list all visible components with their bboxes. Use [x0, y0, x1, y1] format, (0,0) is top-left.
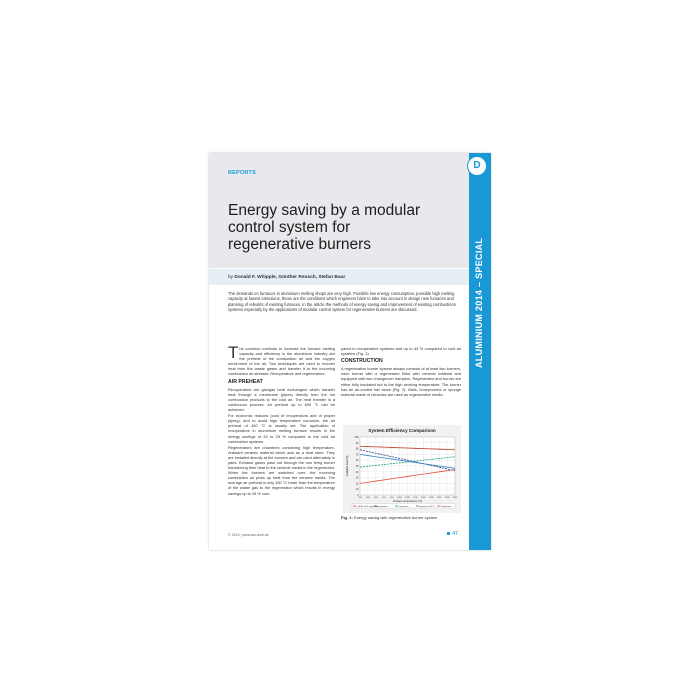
paragraph: Recuperators are gas/gas heat exchangers which transfer heat through a membrane (pipes) directly from the hot combustion products to the cold air. The heat transfer is a continuous process. Air preheat up to 600 °C can be achieved.	[228, 386, 335, 413]
legend-entry: opposed air 450 °C	[419, 505, 436, 508]
x-tick-label: 950	[389, 497, 394, 500]
x-tick-label: 900	[382, 497, 386, 500]
section-label: REPORTS	[228, 170, 256, 176]
legend-entry: recuperative	[377, 505, 388, 508]
journal-page	[209, 153, 491, 550]
byline	[228, 275, 345, 280]
caption-text: Energy saving with regenerative burner system	[353, 515, 438, 520]
y-tick-label: 10	[355, 488, 359, 492]
page-number	[447, 531, 458, 537]
y-tick-label: 70	[355, 453, 359, 457]
paragraph: A regenerative burner system always consists of at least two burners, each burner with a regenerator filled with ceramic material and equipped with two changeover dampers. Regenerator and burner are either fully insulated but to the high working temperature. The burner has an air-cooled fuel lance (Fig. 2). Balls, honeycombs or sponge material made of ceramics are used as regenerative media.	[341, 366, 461, 397]
x-tick-label: 1200	[428, 497, 434, 500]
section-heading: CONSTRUCTION	[341, 358, 383, 365]
x-tick-label: 1300	[444, 497, 450, 500]
article-title: Energy saving by a modular control system for regenerative burners	[228, 202, 421, 253]
byline-authors: Donald F. Whipple, Günther Reusch, Stefan Baur	[234, 275, 346, 280]
x-tick-label: 1150	[421, 497, 426, 500]
column-1	[228, 343, 335, 497]
y-tick-label: 60	[355, 459, 359, 463]
legend-entry: regenerative	[398, 505, 409, 508]
x-tick-label: 850	[374, 497, 378, 500]
y-tick-label: 30	[355, 476, 359, 480]
column-2	[341, 346, 461, 398]
x-tick-label: 1250	[436, 497, 442, 500]
y-tick-label: 40	[355, 470, 359, 474]
paragraph: he common methods to increase the furnace melting capacity and efficiency in the aluminium industry are the preheat of the combustion air and the oxygen enrichment of the air. Two techniques are used to recover heat from the waste gases and transfer it to the incoming combustion air streams: Recuperators and regenerators.	[228, 346, 335, 377]
footer-copyright: © 2014 | www.alu-web.de	[228, 533, 269, 537]
byline-prefix: by	[228, 275, 234, 280]
journal-badge-logo: D	[467, 156, 487, 176]
y-tick-label: 20	[355, 482, 359, 486]
section-heading: AIR PREHEAT	[228, 378, 263, 385]
x-tick-label: 1350	[452, 497, 458, 500]
efficiency-chart	[343, 425, 461, 513]
x-tick-label: 1050	[405, 497, 410, 500]
figure-caption	[341, 515, 463, 520]
legend-entry: Regenerative	[440, 505, 452, 508]
side-banner-text: ALUMINIUM 2014 – SPECIAL	[474, 237, 484, 369]
x-tick-label: 1000	[397, 497, 402, 500]
x-tick-label: 1100	[413, 497, 418, 500]
y-axis-label: Available heat [%]	[346, 455, 349, 477]
x-tick-label: 800	[366, 497, 370, 500]
x-tick-label: 750	[358, 497, 362, 500]
paragraph: Regenerators are chambers containing high temperature-resistant ceramic material which acts as a heat store. They are installed directly at the burners and are used alternately in pairs. Exhaust gases pass out through the non firing burner transferring their heat to the ceramic media in the regenerator. When the burners are switched over, the incoming combustion air picks up heat from the ceramic media. The average air preheat is only 150 °C lower than the temperature of the waste gas to the regenerator which results in energy savings up to 25 % com-	[228, 444, 335, 496]
legend-entry: Cold Air, 100% regenerative	[356, 505, 379, 508]
abstract: The demands on furnaces in aluminium melting shops are very high. Possible low energy consumption, possible high melting capacity at lowest emissions, these are the conditions which engineers have to take into account in design new furnaces and planning of rebuilds of existing furnaces. In the article the methods of energy saving and improvement of existing combustions systems especially by the applications of modular control system for regenerative burners are discussed.	[228, 291, 456, 312]
y-tick-label: 100	[354, 436, 359, 439]
page-number-text: 47	[452, 531, 459, 537]
figure-1	[343, 425, 461, 513]
chart-title: System Efficiency Comparison	[368, 428, 436, 433]
y-tick-label: 80	[355, 447, 359, 451]
paragraph: pared to recuperative systems and up to 43 % compared to cold air systems (Fig. 1).	[341, 346, 461, 357]
paragraph: For economic reasons (cost of recuperators and of proper piping), and to avoid high temperature corrosion, the air preheat of 450 °C is usually set. The application of recuperators in aluminium melting furnace results in the energy savings of 20 to 25 % compared to the cold air combustion systems.	[228, 413, 335, 444]
x-axis-label: Furnace temperature [°C]	[392, 500, 423, 503]
y-tick-label: 90	[355, 441, 359, 445]
drop-cap: T	[228, 343, 239, 362]
caption-label: Fig. 1:	[341, 515, 353, 520]
y-tick-label: 0	[357, 494, 359, 497]
y-tick-label: 50	[355, 465, 359, 468]
